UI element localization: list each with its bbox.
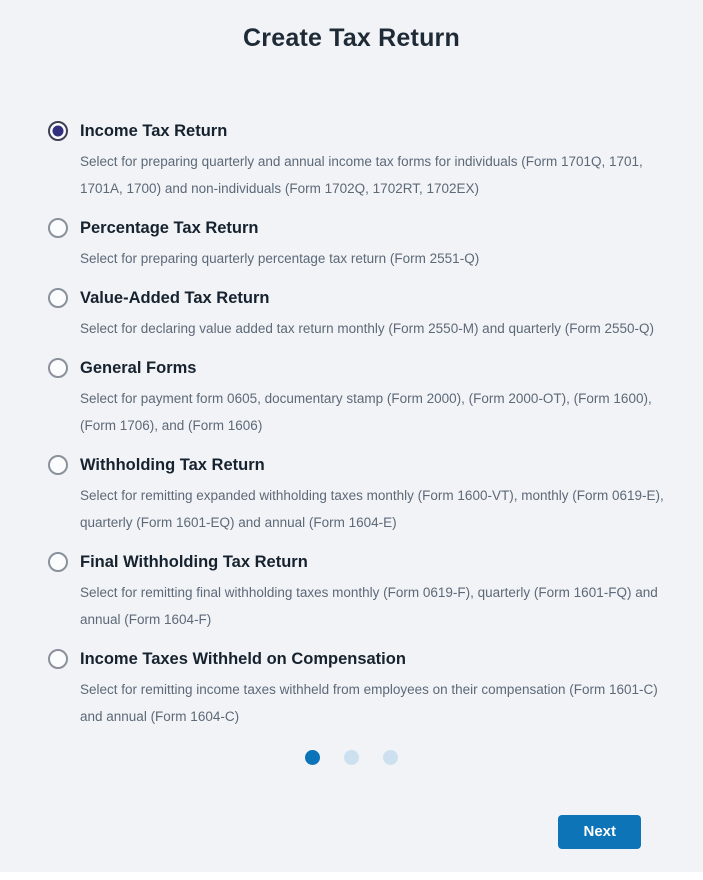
option-label: Percentage Tax Return bbox=[80, 219, 259, 237]
option-description: Select for preparing quarterly percentage tax return (Form 2551-Q) bbox=[80, 251, 480, 266]
step-indicator bbox=[0, 750, 703, 765]
radio-button-icon[interactable] bbox=[48, 649, 68, 669]
option-label: Value-Added Tax Return bbox=[80, 289, 270, 307]
option-label: Withholding Tax Return bbox=[80, 456, 265, 474]
option-description: Select for remitting final withholding taxes monthly (Form 0619-F), quarterly (Form 1601-FQ) and annual (Form 1604-F) bbox=[80, 585, 658, 627]
option-description: Select for declaring value added tax return monthly (Form 2550-M) and quarterly (Form 2550-Q) bbox=[80, 321, 655, 336]
option-label: Income Taxes Withheld on Compensation bbox=[80, 650, 406, 668]
option-general-forms[interactable] bbox=[48, 357, 671, 439]
step-dot-3[interactable] bbox=[383, 750, 398, 765]
radio-button-icon[interactable] bbox=[48, 288, 68, 308]
radio-button-icon[interactable] bbox=[48, 455, 68, 475]
next-button[interactable]: Next bbox=[558, 815, 641, 849]
option-income-taxes-withheld-on-compensation[interactable] bbox=[48, 648, 671, 730]
option-percentage-tax-return[interactable] bbox=[48, 217, 671, 272]
option-label: General Forms bbox=[80, 359, 197, 377]
option-withholding-tax-return[interactable] bbox=[48, 454, 671, 536]
option-description: Select for remitting income taxes withheld from employees on their compensation (Form 1601-C) and annual (Form 1604-C) bbox=[80, 682, 658, 724]
option-description: Select for payment form 0605, documentary stamp (Form 2000), (Form 2000-OT), (Form 1600), (Form 1706), and (Form 1606) bbox=[80, 391, 652, 433]
option-description: Select for remitting expanded withholding taxes monthly (Form 1600-VT), monthly (Form 0619-E), quarterly (Form 1601-EQ) and annual (Form 1604-E) bbox=[80, 488, 664, 530]
option-value-added-tax-return[interactable] bbox=[48, 287, 671, 342]
tax-return-type-options bbox=[48, 120, 671, 730]
radio-button-icon[interactable] bbox=[48, 121, 68, 141]
radio-button-icon[interactable] bbox=[48, 218, 68, 238]
option-income-tax-return[interactable] bbox=[48, 120, 671, 202]
option-description: Select for preparing quarterly and annual income tax forms for individuals (Form 1701Q, 1701, 1701A, 1700) and non-individuals (Form 1702Q, 1702RT, 1702EX) bbox=[80, 154, 643, 196]
option-final-withholding-tax-return[interactable] bbox=[48, 551, 671, 633]
step-dot-1[interactable] bbox=[305, 750, 320, 765]
option-label: Final Withholding Tax Return bbox=[80, 553, 308, 571]
option-label: Income Tax Return bbox=[80, 122, 228, 140]
radio-button-icon[interactable] bbox=[48, 552, 68, 572]
step-dot-2[interactable] bbox=[344, 750, 359, 765]
page-title: Create Tax Return bbox=[243, 24, 460, 52]
radio-button-icon[interactable] bbox=[48, 358, 68, 378]
dialog-footer bbox=[0, 815, 703, 849]
